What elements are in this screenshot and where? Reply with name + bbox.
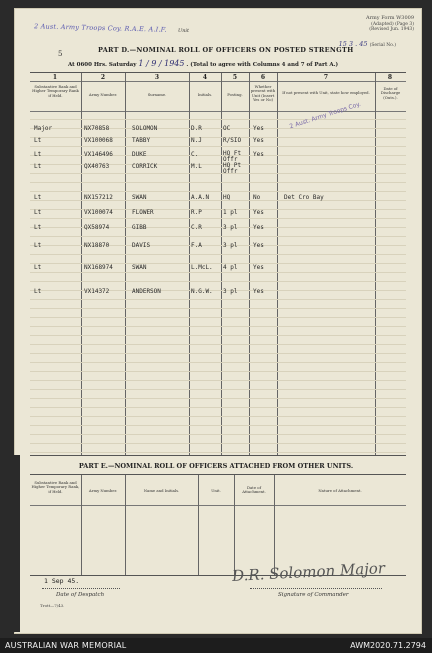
column-number: 7	[323, 74, 329, 81]
ruled-line	[30, 407, 406, 408]
column-number: 2	[100, 74, 106, 81]
cell-rank: Lt	[34, 224, 42, 231]
ruled-line	[30, 317, 406, 318]
cell-posting: 1 pl	[223, 209, 238, 216]
cell-army-no: VX100074	[84, 209, 113, 216]
cell-army-no: VX146496	[84, 151, 113, 158]
ruled-line	[30, 398, 406, 399]
ruled-line	[30, 254, 406, 255]
cell-army-no: NX70858	[84, 125, 110, 132]
unit-stamp: 2 Aust. Army Troops Coy.	[288, 100, 362, 131]
table-rule	[30, 81, 406, 82]
column-divider	[274, 475, 275, 575]
cell-employed: Det Cro Bay	[284, 194, 324, 201]
archive-banner	[0, 638, 432, 653]
cell-initials: N.G.W.	[191, 288, 213, 295]
column-header: If not present with Unit, state how employed.	[282, 90, 370, 95]
cell-initials: A.A.N	[191, 194, 210, 201]
cell-rank: Lt	[34, 137, 42, 144]
cell-present: Yes	[253, 288, 264, 295]
ruled-line	[30, 425, 406, 426]
ruled-line	[30, 335, 406, 336]
ruled-line	[30, 281, 406, 282]
column-number: 8	[387, 74, 393, 81]
cell-initials: C.R	[191, 224, 202, 231]
cell-rank: Lt	[34, 151, 42, 158]
cell-surname: FLOWER	[132, 209, 154, 216]
commander-signature: D.R. Solomon Major	[231, 559, 386, 585]
ruled-line	[30, 362, 406, 363]
cell-surname: DAVIS	[132, 242, 151, 249]
subtitle-suffix: . (Total to agree with Columns 4 and 7 of Part A.)	[186, 62, 339, 68]
cell-surname: GIBB	[132, 224, 147, 231]
despatch-rule	[42, 588, 120, 589]
ruled-line	[30, 371, 406, 372]
ruled-line	[30, 380, 406, 381]
margin-scribble: 5	[58, 50, 63, 58]
ruled-line	[30, 326, 406, 327]
column-header: Unit.	[211, 488, 221, 493]
cell-rank: Lt	[34, 163, 42, 170]
unit-name-handwritten: 2 Aust. Army Troops Coy. R.A.E. A.I.F.	[33, 22, 167, 34]
signature-rule	[250, 588, 382, 589]
ruled-line	[30, 443, 406, 444]
signature-label: Signature of Commander	[278, 592, 349, 598]
part-d-title: PART D.—NOMINAL ROLL OF OFFICERS ON POSTED STRENGTH	[98, 46, 354, 54]
cell-surname: ANDERSON	[132, 288, 161, 295]
column-number: 1	[52, 74, 58, 81]
ruled-line	[30, 452, 406, 453]
part-d-subtitle	[68, 59, 338, 68]
cell-posting: 3 pl	[223, 224, 238, 231]
column-header: Date of Discharge (Outs.).	[380, 86, 401, 100]
cell-rank: Lt	[34, 194, 42, 201]
archive-name: AUSTRALIAN WAR MEMORIAL	[5, 641, 127, 650]
ruled-line	[30, 308, 406, 309]
cell-army-no: QX40763	[84, 163, 110, 170]
cell-present: Yes	[253, 125, 264, 132]
cell-army-no: VX100068	[84, 137, 113, 144]
subtitle-prefix: At 0600 Hrs. Saturday	[68, 62, 137, 68]
unit-label: Unit	[178, 28, 190, 34]
column-header: Army Number.	[88, 488, 118, 493]
column-header: Nature of Attachment.	[318, 488, 362, 493]
cell-present: Yes	[253, 209, 264, 216]
cell-initials: M.L	[191, 163, 202, 170]
cell-surname: CORRICK	[132, 163, 158, 170]
column-header: Army Number.	[88, 92, 118, 97]
cell-initials: F.A	[191, 242, 202, 249]
cell-present: No	[253, 194, 261, 201]
cell-posting: OC	[223, 125, 231, 132]
cell-rank: Major	[34, 125, 53, 132]
cell-present: Yes	[253, 242, 264, 249]
column-header: Substantive Rank and Higher Temporary Rank, if Held.	[31, 480, 80, 494]
ruled-line	[30, 236, 406, 237]
cell-initials: D.R	[191, 125, 202, 132]
cell-rank: Lt	[34, 209, 42, 216]
form-number-line: Army Form W3009	[366, 15, 414, 21]
column-number: 5	[232, 74, 238, 81]
roll-date-handwritten: 1 / 9 / 1945	[138, 59, 185, 68]
cell-present: Yes	[253, 264, 264, 271]
cell-surname: SOLOMON	[132, 125, 158, 132]
column-header: Date of Attachment.	[242, 485, 266, 495]
column-header: Whether present with Unit (Insert Yes or No)	[250, 84, 276, 103]
column-number: 3	[154, 74, 160, 81]
column-number: 6	[260, 74, 266, 81]
archive-reference: AWM2020.71.2794	[350, 641, 426, 650]
ruled-line	[30, 146, 406, 147]
ruled-line	[30, 173, 406, 174]
cell-initials: C.	[191, 151, 199, 158]
cell-present: Yes	[253, 151, 264, 158]
ruled-line	[30, 416, 406, 417]
cell-posting: HQ Pt Offr	[223, 162, 242, 175]
form-number-line: (Adapted) (Page 3)	[371, 21, 414, 27]
cell-present: Yes	[253, 224, 264, 231]
cell-army-no: NX18870	[84, 242, 110, 249]
form-number-line: (Revised Jun. 1943)	[369, 27, 414, 32]
cell-initials: N.J	[191, 137, 202, 144]
ruled-line	[30, 182, 406, 183]
cell-army-no: NX157212	[84, 194, 113, 201]
cell-rank: Lt	[34, 264, 42, 271]
ruled-line	[30, 353, 406, 354]
part-e-title: PART E.—NOMINAL ROLL OF OFFICERS ATTACHED FROM OTHER UNITS.	[78, 462, 354, 470]
ruled-line	[30, 191, 406, 192]
printer-code: Trott—7/43.	[40, 603, 65, 608]
column-header: Name and Initials.	[143, 488, 180, 493]
serial-label: (Serial No.)	[369, 43, 396, 48]
cell-surname: TABBY	[132, 137, 151, 144]
table-rule	[30, 505, 406, 506]
column-header: Substantive Rank and Higher Temporary Rank if Held.	[32, 84, 79, 98]
cell-posting: HQ Ft Offr	[223, 150, 242, 163]
cell-army-no: NX168974	[84, 264, 113, 271]
column-header: Surname.	[147, 92, 167, 97]
cell-surname: DUKE	[132, 151, 147, 158]
cell-surname: SWAN	[132, 264, 147, 271]
cell-posting: HQ	[223, 194, 231, 201]
cell-rank: Lt	[34, 288, 42, 295]
cell-rank: Lt	[34, 242, 42, 249]
ruled-line	[30, 434, 406, 435]
part-d-table	[30, 72, 406, 456]
ruled-line	[30, 299, 406, 300]
cell-initials: R.P	[191, 209, 202, 216]
torn-edge	[14, 455, 20, 632]
column-number: 4	[202, 74, 208, 81]
ruled-line	[30, 344, 406, 345]
cell-army-no: VX14372	[84, 288, 110, 295]
ruled-line	[30, 218, 406, 219]
ruled-line	[30, 389, 406, 390]
cell-posting: 3 pl	[223, 288, 238, 295]
column-header: Posting.	[227, 92, 243, 97]
serial-handwritten: 15 3 . 45	[338, 40, 368, 48]
form-number-block	[366, 16, 414, 33]
despatch-label: Date of Despatch	[56, 592, 105, 598]
despatch-date: 1 Sep 45.	[44, 577, 80, 585]
column-header: Initials.	[197, 92, 213, 97]
cell-posting: 3 pl	[223, 242, 238, 249]
ruled-line	[30, 119, 406, 120]
cell-army-no: QX58974	[84, 224, 110, 231]
cell-initials: L.McL.	[191, 264, 213, 271]
cell-surname: SWAN	[132, 194, 147, 201]
cell-posting: R/SIO	[223, 137, 242, 144]
cell-posting: 4 pl	[223, 264, 238, 271]
cell-present: Yes	[253, 137, 264, 144]
ruled-line	[30, 272, 406, 273]
